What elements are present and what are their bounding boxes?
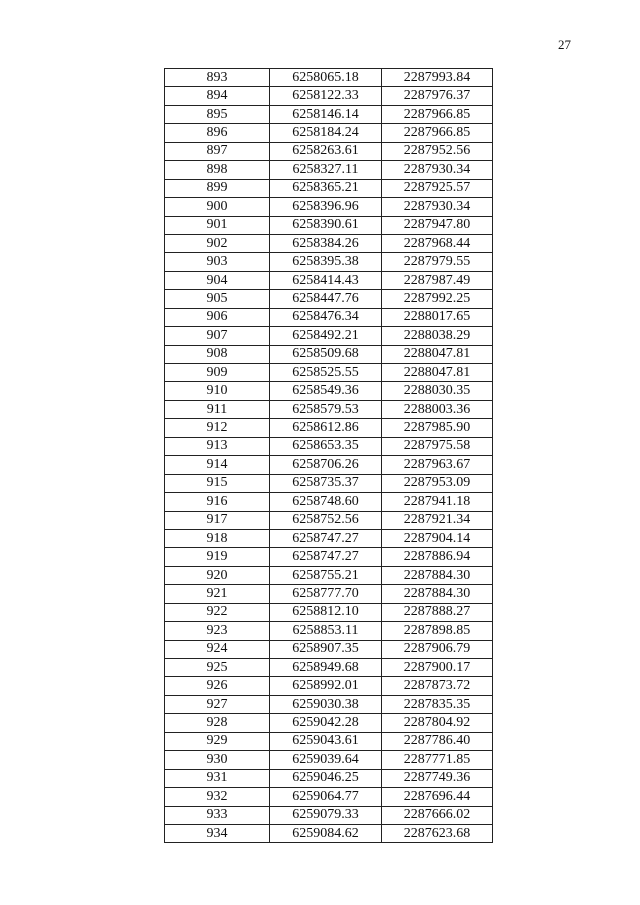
table-row [165,640,493,658]
x-coordinate-cell: 6258395.38 [270,253,382,271]
point-number-cell: 907 [165,327,270,345]
point-number-cell: 902 [165,234,270,252]
table-row [165,474,493,492]
table-row [165,290,493,308]
point-number-cell: 927 [165,695,270,713]
x-coordinate-cell: 6258447.76 [270,290,382,308]
y-coordinate-cell: 2287921.34 [382,511,493,529]
y-coordinate-cell: 2287900.17 [382,659,493,677]
table-row [165,124,493,142]
y-coordinate-cell: 2287953.09 [382,474,493,492]
table-row [165,659,493,677]
table-row [165,695,493,713]
table-row [165,271,493,289]
point-number-cell: 893 [165,69,270,87]
y-coordinate-cell: 2287886.94 [382,548,493,566]
y-coordinate-cell: 2287925.57 [382,179,493,197]
table-row [165,400,493,418]
table-row [165,437,493,455]
x-coordinate-cell: 6258390.61 [270,216,382,234]
x-coordinate-cell: 6259030.38 [270,695,382,713]
y-coordinate-cell: 2287979.55 [382,253,493,271]
table-row [165,493,493,511]
y-coordinate-cell: 2287975.58 [382,437,493,455]
point-number-cell: 915 [165,474,270,492]
table-row [165,677,493,695]
table-row [165,529,493,547]
point-number-cell: 925 [165,659,270,677]
table-row [165,806,493,824]
x-coordinate-cell: 6259043.61 [270,732,382,750]
coordinates-table [164,68,493,843]
y-coordinate-cell: 2288003.36 [382,400,493,418]
x-coordinate-cell: 6258327.11 [270,161,382,179]
y-coordinate-cell: 2288030.35 [382,382,493,400]
point-number-cell: 934 [165,824,270,842]
y-coordinate-cell: 2287804.92 [382,714,493,732]
x-coordinate-cell: 6258384.26 [270,234,382,252]
point-number-cell: 913 [165,437,270,455]
table-row [165,87,493,105]
y-coordinate-cell: 2287930.34 [382,198,493,216]
y-coordinate-cell: 2287623.68 [382,824,493,842]
y-coordinate-cell: 2287666.02 [382,806,493,824]
y-coordinate-cell: 2287992.25 [382,290,493,308]
table-row [165,198,493,216]
x-coordinate-cell: 6258747.27 [270,529,382,547]
point-number-cell: 911 [165,400,270,418]
y-coordinate-cell: 2287966.85 [382,124,493,142]
y-coordinate-cell: 2287941.18 [382,493,493,511]
table-row [165,382,493,400]
table-row [165,105,493,123]
point-number-cell: 919 [165,548,270,566]
x-coordinate-cell: 6258748.60 [270,493,382,511]
y-coordinate-cell: 2287952.56 [382,142,493,160]
x-coordinate-cell: 6258653.35 [270,437,382,455]
x-coordinate-cell: 6258735.37 [270,474,382,492]
x-coordinate-cell: 6258992.01 [270,677,382,695]
table-row [165,566,493,584]
x-coordinate-cell: 6259079.33 [270,806,382,824]
table-row [165,732,493,750]
x-coordinate-cell: 6258752.56 [270,511,382,529]
x-coordinate-cell: 6258777.70 [270,585,382,603]
x-coordinate-cell: 6258476.34 [270,308,382,326]
table-row [165,603,493,621]
point-number-cell: 917 [165,511,270,529]
point-number-cell: 897 [165,142,270,160]
y-coordinate-cell: 2287888.27 [382,603,493,621]
point-number-cell: 896 [165,124,270,142]
x-coordinate-cell: 6258492.21 [270,327,382,345]
point-number-cell: 895 [165,105,270,123]
point-number-cell: 920 [165,566,270,584]
point-number-cell: 930 [165,751,270,769]
y-coordinate-cell: 2287771.85 [382,751,493,769]
y-coordinate-cell: 2287749.36 [382,769,493,787]
table-row [165,308,493,326]
x-coordinate-cell: 6258146.14 [270,105,382,123]
table-row [165,161,493,179]
y-coordinate-cell: 2287696.44 [382,788,493,806]
x-coordinate-cell: 6258755.21 [270,566,382,584]
y-coordinate-cell: 2287930.34 [382,161,493,179]
x-coordinate-cell: 6258396.96 [270,198,382,216]
point-number-cell: 901 [165,216,270,234]
x-coordinate-cell: 6258812.10 [270,603,382,621]
y-coordinate-cell: 2287993.84 [382,69,493,87]
y-coordinate-cell: 2288038.29 [382,327,493,345]
point-number-cell: 933 [165,806,270,824]
point-number-cell: 904 [165,271,270,289]
table-row [165,69,493,87]
table-row [165,253,493,271]
x-coordinate-cell: 6258365.21 [270,179,382,197]
coordinates-table-body [165,69,493,843]
y-coordinate-cell: 2287963.67 [382,456,493,474]
table-row [165,327,493,345]
table-row [165,234,493,252]
point-number-cell: 926 [165,677,270,695]
table-row [165,622,493,640]
point-number-cell: 928 [165,714,270,732]
y-coordinate-cell: 2287898.85 [382,622,493,640]
table-row [165,179,493,197]
x-coordinate-cell: 6259084.62 [270,824,382,842]
x-coordinate-cell: 6258853.11 [270,622,382,640]
table-row [165,548,493,566]
table-row [165,585,493,603]
y-coordinate-cell: 2287966.85 [382,105,493,123]
y-coordinate-cell: 2287904.14 [382,529,493,547]
x-coordinate-cell: 6258907.35 [270,640,382,658]
y-coordinate-cell: 2287835.35 [382,695,493,713]
x-coordinate-cell: 6258747.27 [270,548,382,566]
x-coordinate-cell: 6259039.64 [270,751,382,769]
table-row [165,824,493,842]
x-coordinate-cell: 6258525.55 [270,364,382,382]
point-number-cell: 921 [165,585,270,603]
point-number-cell: 905 [165,290,270,308]
y-coordinate-cell: 2287884.30 [382,566,493,584]
point-number-cell: 924 [165,640,270,658]
point-number-cell: 899 [165,179,270,197]
table-row [165,511,493,529]
y-coordinate-cell: 2287976.37 [382,87,493,105]
y-coordinate-cell: 2287987.49 [382,271,493,289]
x-coordinate-cell: 6258612.86 [270,419,382,437]
point-number-cell: 894 [165,87,270,105]
point-number-cell: 912 [165,419,270,437]
table-row [165,419,493,437]
point-number-cell: 903 [165,253,270,271]
x-coordinate-cell: 6259042.28 [270,714,382,732]
table-row [165,751,493,769]
point-number-cell: 910 [165,382,270,400]
point-number-cell: 916 [165,493,270,511]
x-coordinate-cell: 6258509.68 [270,345,382,363]
x-coordinate-cell: 6259046.25 [270,769,382,787]
x-coordinate-cell: 6258184.24 [270,124,382,142]
y-coordinate-cell: 2287947.80 [382,216,493,234]
table-row [165,364,493,382]
y-coordinate-cell: 2287884.30 [382,585,493,603]
point-number-cell: 908 [165,345,270,363]
table-row [165,769,493,787]
table-row [165,142,493,160]
point-number-cell: 909 [165,364,270,382]
table-row [165,216,493,234]
table-row [165,345,493,363]
point-number-cell: 898 [165,161,270,179]
table-row [165,788,493,806]
y-coordinate-cell: 2287985.90 [382,419,493,437]
y-coordinate-cell: 2287786.40 [382,732,493,750]
table-row [165,714,493,732]
y-coordinate-cell: 2287873.72 [382,677,493,695]
point-number-cell: 923 [165,622,270,640]
y-coordinate-cell: 2288017.65 [382,308,493,326]
x-coordinate-cell: 6258579.53 [270,400,382,418]
y-coordinate-cell: 2288047.81 [382,345,493,363]
point-number-cell: 900 [165,198,270,216]
point-number-cell: 931 [165,769,270,787]
x-coordinate-cell: 6258263.61 [270,142,382,160]
point-number-cell: 906 [165,308,270,326]
x-coordinate-cell: 6259064.77 [270,788,382,806]
point-number-cell: 929 [165,732,270,750]
y-coordinate-cell: 2287968.44 [382,234,493,252]
point-number-cell: 914 [165,456,270,474]
page-number: 27 [558,37,571,52]
table-row [165,456,493,474]
x-coordinate-cell: 6258949.68 [270,659,382,677]
x-coordinate-cell: 6258414.43 [270,271,382,289]
point-number-cell: 922 [165,603,270,621]
y-coordinate-cell: 2287906.79 [382,640,493,658]
point-number-cell: 918 [165,529,270,547]
x-coordinate-cell: 6258065.18 [270,69,382,87]
point-number-cell: 932 [165,788,270,806]
x-coordinate-cell: 6258706.26 [270,456,382,474]
x-coordinate-cell: 6258122.33 [270,87,382,105]
y-coordinate-cell: 2288047.81 [382,364,493,382]
x-coordinate-cell: 6258549.36 [270,382,382,400]
